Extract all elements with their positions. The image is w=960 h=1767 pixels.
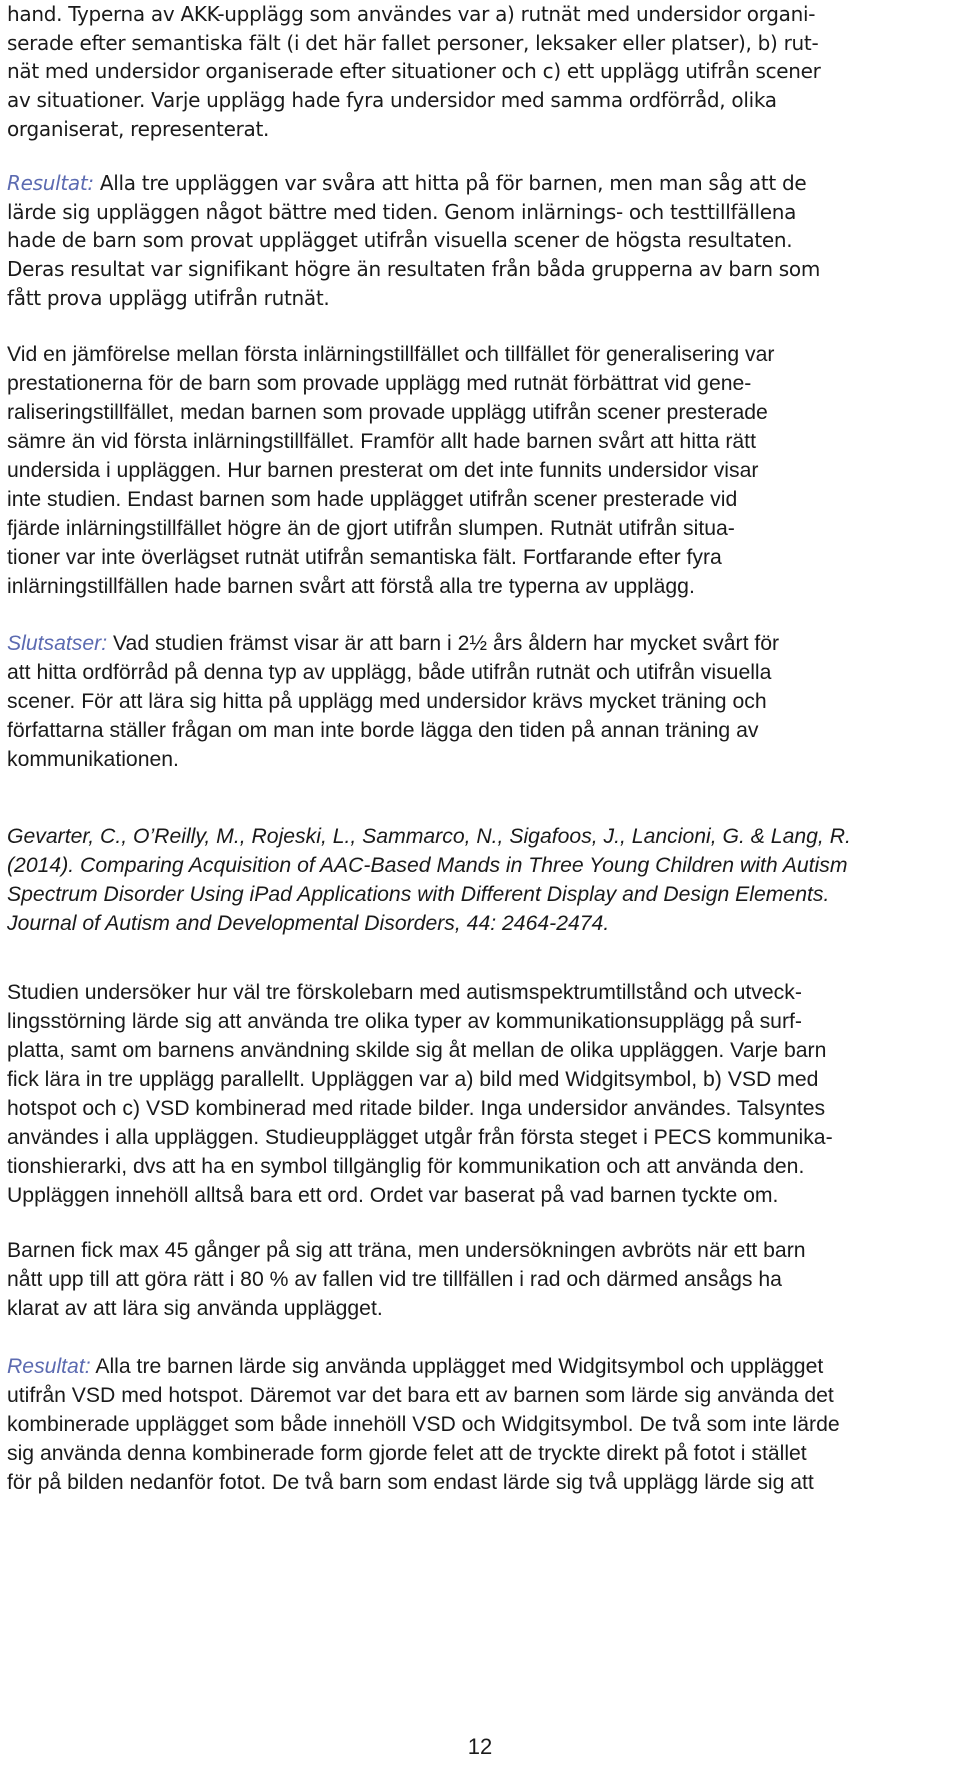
text-line: att hitta ordförråd på denna typ av upplägg, både utifrån rutnät och utifrån visuella [7, 661, 772, 684]
text-line: sig använda denna kombinerade form gjorde felet att de tryckte direkt på fotot i stället [7, 1442, 807, 1465]
text-line: för på bilden nedanför fotot. De två barn som endast lärde sig två upplägg lärde sig att [7, 1471, 814, 1494]
study-paragraph [7, 978, 947, 1210]
text-fragment: Alla tre uppläggen var svåra att hitta på för barnen, men man såg att de [93, 171, 807, 195]
text-line: serade efter semantiska fält (i det här fallet personer, leksaker eller platser), b) rut- [7, 30, 819, 55]
conclusions-paragraph [7, 629, 947, 774]
reference-citation [7, 822, 947, 938]
text-line: fick lära in tre upplägg parallellt. Uppläggen var a) bild med Widgitsymbol, b) VSD med [7, 1068, 819, 1091]
text-line: raliseringstillfället, medan barnen som provade upplägg utifrån scener presterade [7, 401, 768, 424]
text-line: utifrån VSD med hotspot. Däremot var det bara ett av barnen som lärde sig använda det [7, 1384, 834, 1407]
text-fragment: Vad studien främst visar är att barn i 2½ års åldern har mycket svårt för [107, 632, 780, 655]
text-line: tioner var inte överlägset rutnät utifrån semantiska fält. Fortfarande efter fyra [7, 546, 722, 569]
reference-line: (2014). Comparing Acquisition of AAC-Based Mands in Three Young Children with Autism [7, 854, 848, 877]
text-line: hade de barn som provat upplägget utifrån visuella scener de högsta resultaten. [7, 228, 793, 253]
result-label: Resultat: [7, 171, 94, 195]
text-line [7, 629, 947, 658]
text-fragment: Alla tre barnen lärde sig använda upplägget med Widgitsymbol och upplägget [90, 1355, 824, 1378]
text-line: fått prova upplägg utifrån rutnät. [7, 285, 330, 310]
reference-line: Journal of Autism and Developmental Disorders, 44: 2464-2474. [7, 912, 610, 935]
text-line: lärde sig uppläggen något bättre med tiden. Genom inlärnings- och testtillfällena [7, 199, 797, 224]
text-line: Studien undersöker hur väl tre förskolebarn med autismspektrumtillstånd och utveck- [7, 981, 802, 1004]
text-line: inlärningstillfällen hade barnen svårt att förstå alla tre typerna av upplägg. [7, 575, 695, 598]
text-line: tionshierarki, dvs att ha en symbol tillgänglig för kommunikation och att använda den. [7, 1155, 805, 1178]
text-line: hand. Typerna av AKK-upplägg som användes var a) rutnät med undersidor organi- [7, 2, 816, 26]
training-paragraph [7, 1236, 947, 1323]
page-number: 12 [467, 1734, 493, 1759]
text-line: klarat av att lära sig använda upplägget. [7, 1297, 383, 1320]
text-line: användes i alla uppläggen. Studieupplägget utgår från första steget i PECS kommunika- [7, 1126, 833, 1149]
result-label: Resultat: [7, 1355, 91, 1378]
text-line: fjärde inlärningstillfället högre än de gjort utifrån slumpen. Rutnät utifrån situa- [7, 517, 735, 540]
text-line: organiserat, representerat. [7, 116, 270, 141]
text-line: Deras resultat var signifikant högre än resultaten från båda grupperna av barn som [7, 257, 820, 282]
comparison-paragraph [7, 340, 947, 601]
text-line: nått upp till att göra rätt i 80 % av fallen vid tre tillfällen i rad och därmed ansågs ha [7, 1268, 782, 1291]
text-line: Vid en jämförelse mellan första inlärningstillfället och tillfället för generalisering var [7, 343, 775, 366]
text-line: nät med undersidor organiserade efter situationer och c) ett upplägg utifrån scener [7, 59, 821, 84]
reference-line: Spectrum Disorder Using iPad Applications with Different Display and Design Elements. [7, 883, 830, 906]
text-line: Uppläggen innehöll alltså bara ett ord. Ordet var baserat på vad barnen tyckte om. [7, 1184, 779, 1207]
text-line: inte studien. Endast barnen som hade upplägget utifrån scener presterade vid [7, 488, 738, 511]
result-paragraph-1 [7, 169, 947, 313]
text-line: Barnen fick max 45 gånger på sig att träna, men undersökningen avbröts när ett barn [7, 1239, 806, 1262]
text-line: scener. För att lära sig hitta på upplägg med undersidor krävs mycket träning och [7, 690, 767, 713]
text-line: av situationer. Varje upplägg hade fyra undersidor med samma ordförråd, olika [7, 88, 777, 113]
text-line [7, 169, 947, 198]
text-line: lingsstörning lärde sig att använda tre olika typer av kommunikationsupplägg på surf- [7, 1010, 802, 1033]
reference-line: Gevarter, C., O’Reilly, M., Rojeski, L., Sammarco, N., Sigafoos, J., Lancioni, G. & Lang, R. [7, 825, 851, 848]
text-line: prestationerna för de barn som provade upplägg med rutnät förbättrat vid gene- [7, 372, 752, 395]
conclusions-label: Slutsatser: [7, 632, 108, 655]
text-line [7, 1352, 947, 1381]
text-line: hotspot och c) VSD kombinerad med ritade bilder. Inga undersidor användes. Talsyntes [7, 1097, 826, 1120]
intro-paragraph [7, 0, 947, 144]
text-line: kombinerade upplägget som både innehöll VSD och Widgitsymbol. De två som inte lärde [7, 1413, 840, 1436]
result-paragraph-2 [7, 1352, 947, 1497]
text-line: sämre än vid första inlärningstillfället. Framför allt hade barnen svårt att hitta rätt [7, 430, 756, 453]
text-line: författarna ställer frågan om man inte borde lägga den tiden på annan träning av [7, 719, 759, 742]
text-line: platta, samt om barnens användning skilde sig åt mellan de olika uppläggen. Varje barn [7, 1039, 827, 1062]
text-line: undersida i uppläggen. Hur barnen presterat om det inte funnits undersidor visar [7, 459, 759, 482]
text-line: kommunikationen. [7, 748, 179, 771]
